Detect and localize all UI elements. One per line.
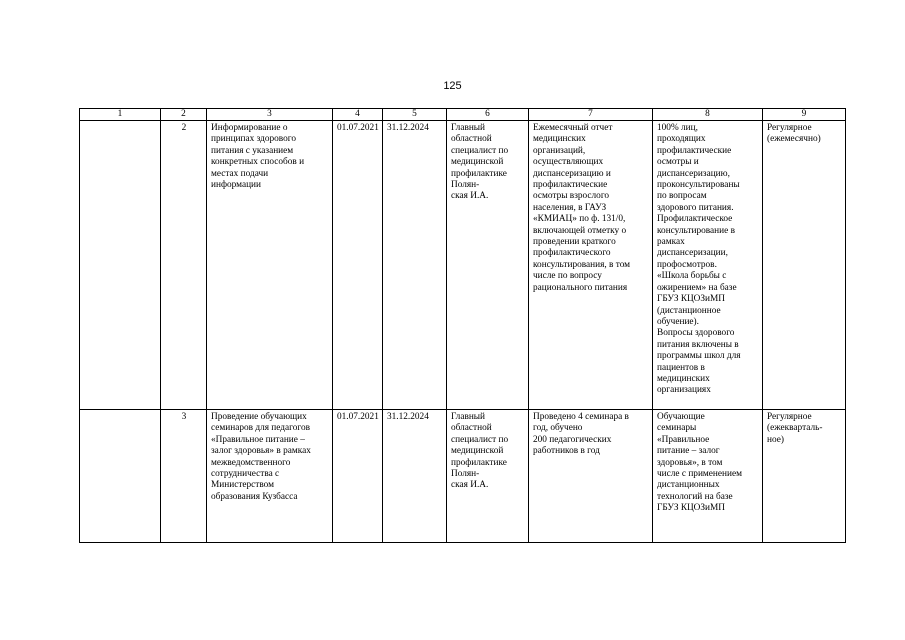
column-header: 7 — [529, 109, 653, 121]
cell-result: 100% лиц, проходящих профилактические осмотры и диспансеризацию, проконсультированы по вопросам здорового питания. Профилактическое консультирование в рамках диспансеризации, профосмотров. «Школа борьбы с ожирением» на базе ГБУЗ КЦОЗиМП (дистанционное обучение). Вопросы здорового питания включены в программы школ для пациентов в медицинских организациях — [653, 121, 763, 410]
table-header-row — [80, 109, 846, 121]
page-number: 125 — [443, 80, 462, 92]
plan-table — [79, 108, 846, 543]
table-row — [80, 121, 846, 410]
cell-frequency: Регулярное (ежекварталь- ное) — [763, 410, 846, 543]
cell-activity: Информирование о принципах здорового питания с указанием конкретных способов и местах подачи информации — [207, 121, 333, 410]
column-header: 9 — [763, 109, 846, 121]
column-header: 6 — [447, 109, 529, 121]
column-header: 3 — [207, 109, 333, 121]
cell-frequency: Регулярное (ежемесячно) — [763, 121, 846, 410]
cell-end-date: 31.12.2024 — [383, 410, 447, 543]
cell-responsible: Главный областной специалист по медицинской профилактике Полян- ская И.А. — [447, 410, 529, 543]
cell-activity: Проведение обучающих семинаров для педагогов «Правильное питание – залог здоровья» в рамках межведомственного сотрудничества с Министерством образования Кузбасса — [207, 410, 333, 543]
cell-start-date: 01.07.2021 — [333, 410, 383, 543]
column-header: 8 — [653, 109, 763, 121]
cell-section — [80, 410, 161, 543]
cell-indicator: Ежемесячный отчет медицинских организаций, осуществляющих диспансеризацию и профилактические осмотры взрослого населения, в ГАУЗ «КМИАЦ» по ф. 131/0, включающей отметку о проведении краткого профилактического консультирования, в том числе по вопросу рационального питания — [529, 121, 653, 410]
column-header: 4 — [333, 109, 383, 121]
cell-responsible: Главный областной специалист по медицинской профилактике Полян- ская И.А. — [447, 121, 529, 410]
cell-end-date: 31.12.2024 — [383, 121, 447, 410]
cell-item-number: 2 — [161, 121, 207, 410]
column-header: 2 — [161, 109, 207, 121]
cell-result: Обучающие семинары «Правильное питание – залог здоровья», в том числе с применением дистанционных технологий на базе ГБУЗ КЦОЗиМП — [653, 410, 763, 543]
cell-section — [80, 121, 161, 410]
table-row — [80, 410, 846, 543]
cell-item-number: 3 — [161, 410, 207, 543]
cell-start-date: 01.07.2021 — [333, 121, 383, 410]
cell-indicator: Проведено 4 семинара в год, обучено 200 педагогических работников в год — [529, 410, 653, 543]
column-header: 1 — [80, 109, 161, 121]
column-header: 5 — [383, 109, 447, 121]
